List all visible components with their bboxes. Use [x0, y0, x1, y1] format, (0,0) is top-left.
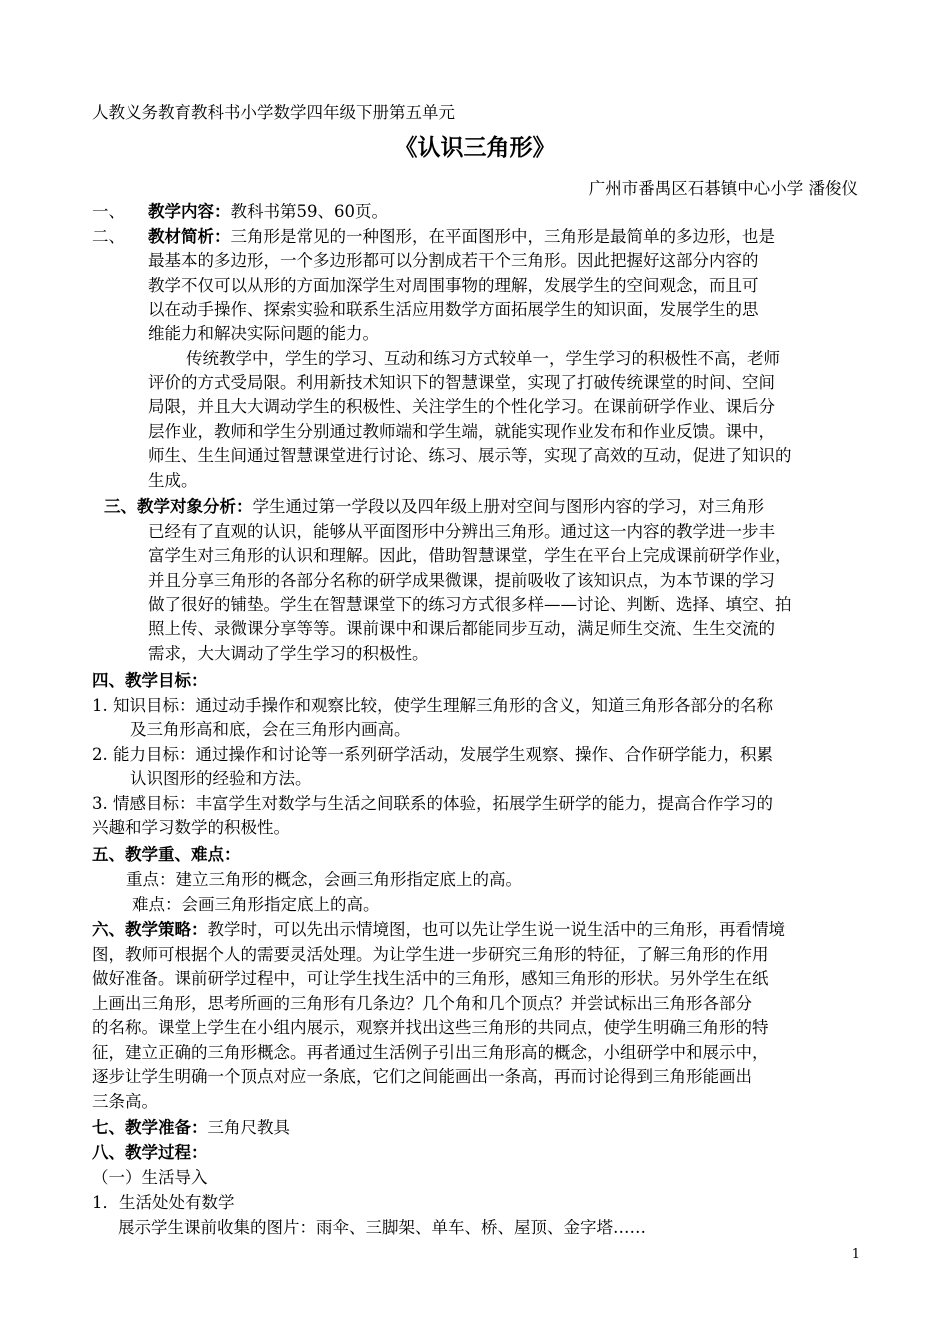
goal-line: 3. 情感目标：丰富学生对数学与生活之间联系的体验，拓展学生研学的能力，提高合作学习的	[92, 794, 773, 813]
section-1-number: 一、	[92, 202, 125, 221]
section-2-number: 二、	[92, 227, 125, 246]
section-3-line: 照上传、录微课分享等等。课前课中和课后都能同步互动，满足师生交流、生生交流的	[148, 619, 775, 638]
goal-line: 及三角形高和底，会在三角形内画高。	[130, 720, 411, 739]
section-6-label: 六、教学策略：	[92, 920, 208, 939]
section-3-line: 需求，大大调动了学生学习的积极性。	[148, 644, 429, 663]
goal-line: 1. 知识目标：通过动手操作和观察比较，使学生理解三角形的含义，知道三角形各部分的名称	[92, 696, 773, 715]
section-2-line: 最基本的多边形，一个多边形都可以分割成若干个三角形。因此把握好这部分内容的	[148, 251, 759, 270]
section-4-label: 四、教学目标：	[92, 671, 208, 690]
section-2-line: 生成。	[148, 471, 198, 490]
section-3-line: 并且分享三角形的各部分名称的研学成果微课，提前吸收了该知识点，为本节课的学习	[148, 571, 775, 590]
section-2-line	[148, 225, 775, 249]
section-2-line: 层作业，教师和学生分别通过教师端和学生端，就能实现作业发布和作业反馈。课中，	[148, 422, 775, 441]
doc-header: 人教义务教育教科书小学数学四年级下册第五单元	[92, 103, 455, 122]
section-8-label: 八、教学过程：	[92, 1143, 208, 1162]
section-3-line: 已经有了直观的认识，能够从平面图形中分辨出三角形。通过这一内容的教学进一步丰	[148, 522, 775, 541]
page-number: 1	[851, 1247, 860, 1262]
goal-line: 2. 能力目标：通过操作和讨论等一系列研学活动，发展学生观察、操作、合作研学能力，积累	[92, 745, 773, 764]
key-point: 重点：建立三角形的概念，会画三角形指定底上的高。	[126, 870, 522, 889]
section-3-text: 学生通过第一学段以及四年级上册对空间与图形内容的学习，对三角形	[252, 497, 764, 516]
section-3-line: 做了很好的铺垫。学生在智慧课堂下的练习方式很多样——讨论、判断、选择、填空、拍	[148, 595, 792, 614]
section-2-line: 师生、生生间通过智慧课堂进行讨论、练习、展示等，实现了高效的互动，促进了知识的	[148, 446, 792, 465]
section-7-label: 七、教学准备：	[92, 1118, 208, 1137]
section-3-line	[104, 495, 764, 519]
section-6-line: 做好准备。课前研学过程中，可让学生找生活中的三角形，感知三角形的形状。另外学生在纸	[92, 969, 769, 988]
process-desc: 展示学生课前收集的图片：雨伞、三脚架、单车、桥、屋顶、金字塔……	[118, 1218, 646, 1237]
section-2-line: 评价的方式受局限。利用新技术知识下的智慧课堂，实现了打破传统课堂的时间、空间	[148, 373, 775, 392]
section-7-line	[92, 1116, 290, 1140]
section-6-line: 征，建立正确的三角形概念。再者通过生活例子引出三角形高的概念，小组研学中和展示中，	[92, 1043, 769, 1062]
section-6-line: 图，教师可根据个人的需要灵活处理。为让学生进一步研究三角形的特征，了解三角形的作用	[92, 945, 769, 964]
section-2-line: 教学不仅可以从形的方面加深学生对周围事物的理解，发展学生的空间观念，而且可	[148, 276, 759, 295]
section-2-label: 教材简析：	[148, 227, 231, 246]
subsection-heading: （一）生活导入	[92, 1168, 208, 1187]
section-3-line: 富学生对三角形的认识和理解。因此，借助智慧课堂，学生在平台上完成课前研学作业，	[148, 546, 792, 565]
section-6-line: 的名称。课堂上学生在小组内展示，观察并找出这些三角形的共同点，使学生明确三角形的特	[92, 1018, 769, 1037]
section-6-line	[92, 918, 785, 942]
doc-title: 《认识三角形》	[394, 135, 556, 161]
section-6-line: 上画出三角形，思考所画的三角形有几条边？几个角和几个顶点？并尝试标出三角形各部分	[92, 994, 752, 1013]
section-2-line: 局限，并且大大调动学生的积极性、关注学生的个性化学习。在课前研学作业、课后分	[148, 397, 775, 416]
difficult-point: 难点：会画三角形指定底上的高。	[132, 895, 380, 914]
section-6-text: 教学时，可以先出示情境图，也可以先让学生说一说生活中的三角形，再看情境	[207, 920, 785, 939]
section-2-line: 以在动手操作、探索实验和联系生活应用数学方面拓展学生的知识面，发展学生的思	[148, 300, 759, 319]
section-2-line: 传统教学中，学生的学习、互动和练习方式较单一，学生学习的积极性不高，老师	[186, 349, 780, 368]
section-1-text: 教科书第59、60页。	[230, 202, 388, 221]
section-2-text: 三角形是常见的一种图形，在平面图形中，三角形是最简单的多边形，也是	[230, 227, 775, 246]
section-1-label: 教学内容：	[148, 202, 231, 221]
section-1	[148, 200, 388, 224]
goal-line: 认识图形的经验和方法。	[130, 769, 312, 788]
section-5-label: 五、教学重、难点：	[92, 845, 241, 864]
section-3-label: 三、教学对象分析：	[104, 497, 253, 516]
section-7-text: 三角尺教具	[207, 1118, 290, 1137]
goal-line: 兴趣和学习数学的积极性。	[92, 818, 290, 837]
author-line: 广州市番禺区石碁镇中心小学 潘俊仪	[588, 179, 858, 198]
section-6-line: 三条高。	[92, 1092, 158, 1111]
process-item: 1．生活处处有数学	[92, 1193, 235, 1212]
section-2-line: 维能力和解决实际问题的能力。	[148, 324, 379, 343]
section-6-line: 逐步让学生明确一个顶点对应一条底，它们之间能画出一条高，再而讨论得到三角形能画出	[92, 1067, 752, 1086]
